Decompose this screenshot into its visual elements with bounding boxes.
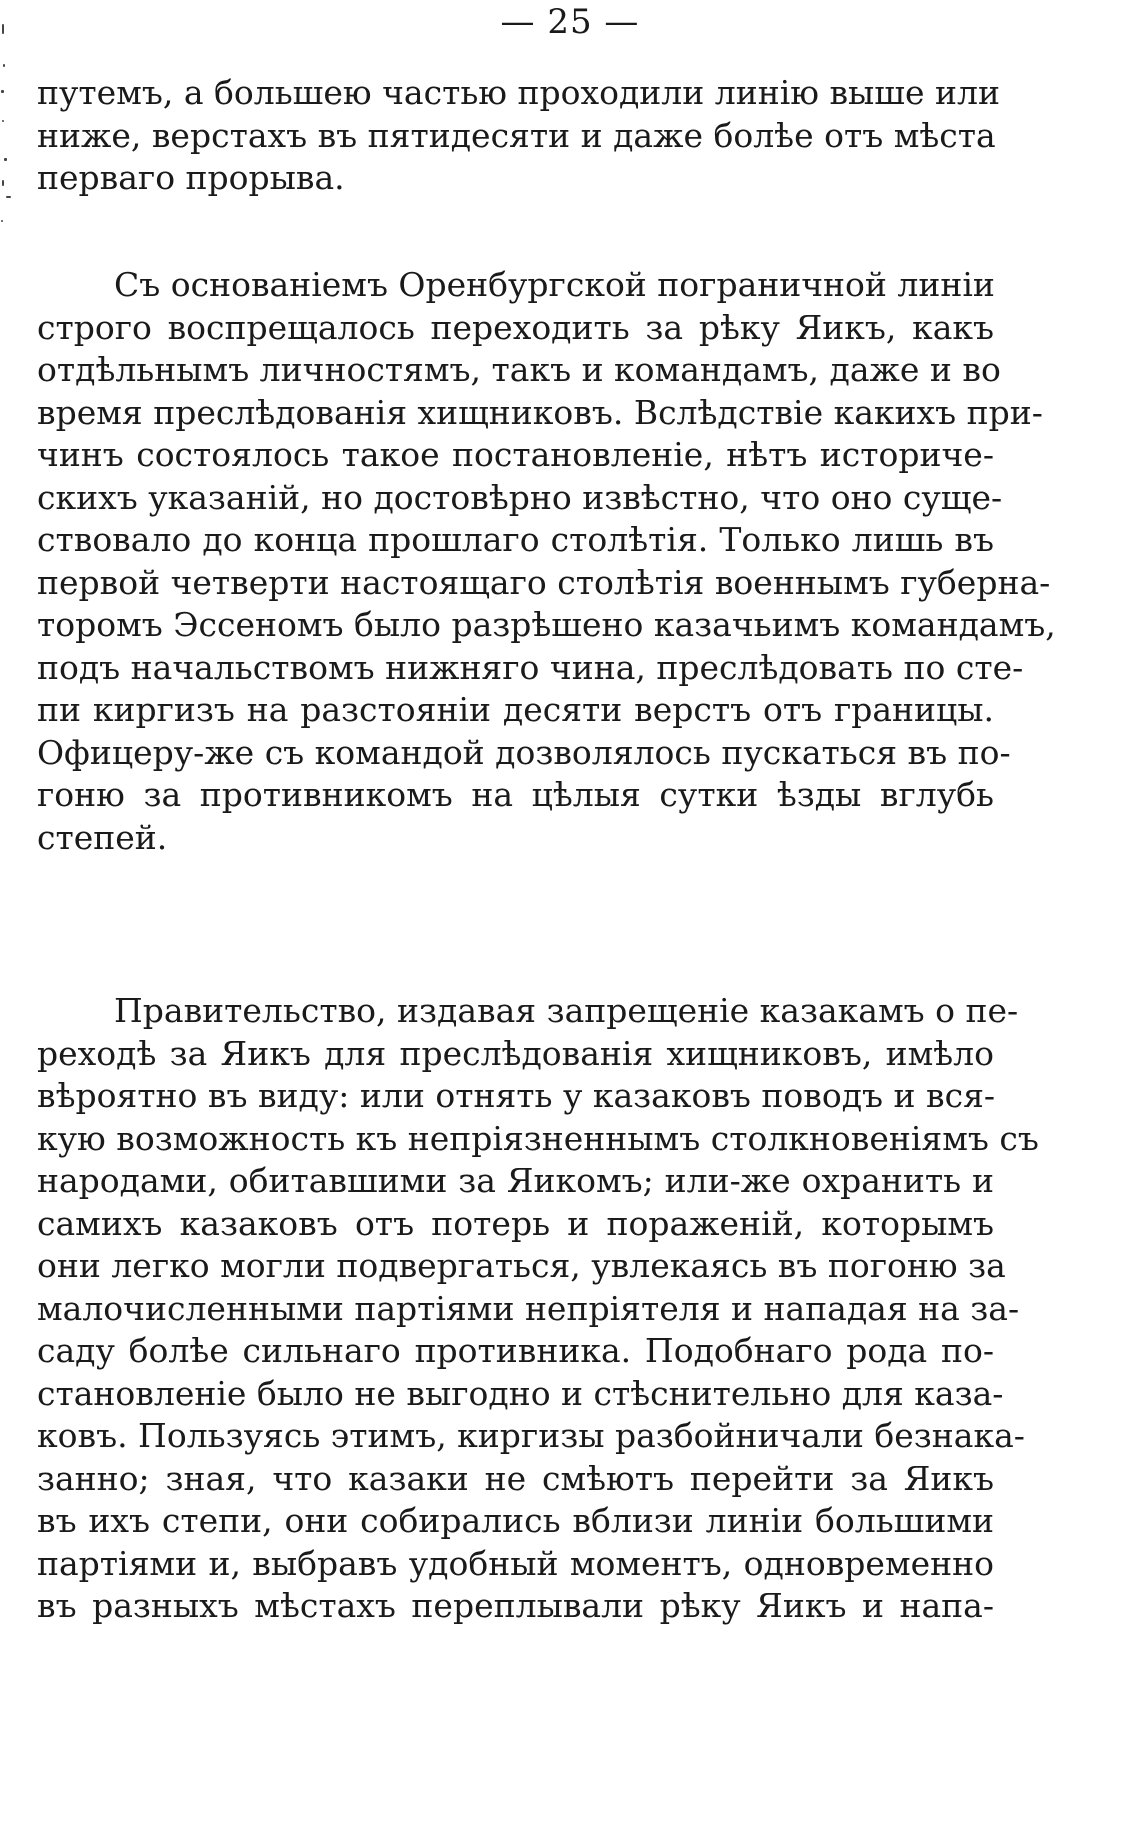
text-line: пи киргизъ на разстояніи десяти верстъ отъ границы. [37, 690, 994, 729]
text-line: въ ихъ степи, они собирались вблизи линіи большими [37, 1501, 994, 1540]
paragraph-1 [37, 72, 1000, 200]
text-line: строго воспрещалось переходить за рѣку Яикъ, какъ [37, 307, 994, 347]
text-line: ниже, верстахъ въ пятидесяти и даже болѣе отъ мѣста [37, 115, 996, 155]
text-line: торомъ Эссеномъ было разрѣшено казачьимъ командамъ, [37, 605, 1056, 644]
text-line: Съ основаніемъ Оренбургской пограничной линіи [114, 265, 995, 304]
text-line: чинъ состоялось такое постановленіе, нѣтъ историче- [37, 435, 994, 474]
paragraph-3 [37, 990, 1039, 1628]
text-line: самихъ казаковъ отъ потерь и пораженій, которымъ [37, 1203, 994, 1243]
text-line: малочисленными партіями непріятеля и нападая на за- [37, 1288, 1020, 1328]
text-line: перваго прорыва. [37, 158, 345, 197]
text-line: ствовало до конца прошлаго столѣтія. Только лишь въ [37, 520, 994, 559]
text-line: ковъ. Пользуясь этимъ, киргизы разбойничали безнака- [37, 1416, 1025, 1455]
text-line: кую возможность къ непріязненнымъ столкновеніямъ съ [37, 1118, 1039, 1158]
text-line: реходѣ за Яикъ для преслѣдованія хищниковъ, имѣло [37, 1033, 994, 1073]
text-line: Правительство, издавая запрещеніе казакамъ о пе- [114, 991, 1019, 1030]
text-line: Офицеру-же съ командой дозволялось пускаться въ по- [37, 732, 1011, 772]
text-line: путемъ, а большею частью проходили линію выше или [37, 73, 1000, 112]
text-line: первой четверти настоящаго столѣтія военнымъ губерна- [37, 562, 1051, 602]
text-line: партіями и, выбравъ удобный моментъ, одновременно [37, 1543, 994, 1583]
text-line: въ разныхъ мѣстахъ переплывали рѣку Яикъ и напа- [37, 1586, 994, 1625]
text-line: занно; зная, что казаки не смѣютъ перейти за Яикъ [37, 1458, 994, 1498]
text-line: гоню за противникомъ на цѣлыя сутки ѣзды вглубь [37, 775, 994, 814]
text-line: степей. [37, 817, 168, 857]
text-line: подъ начальствомъ нижняго чина, преслѣдовать по сте- [37, 647, 1024, 687]
text-line: они легко могли подвергаться, увлекаясь въ погоню за [37, 1246, 1006, 1285]
scan-margin-artifacts [0, 20, 12, 260]
text-line: саду болѣе сильнаго противника. Подобнаго рода по- [37, 1331, 994, 1370]
page-number: — 25 — [500, 2, 640, 42]
text-line: вѣроятно въ виду: или отнять у казаковъ поводъ и вся- [37, 1076, 996, 1115]
text-line: скихъ указаній, но достовѣрно извѣстно, что оно суще- [37, 477, 1003, 517]
text-line: время преслѣдованія хищниковъ. Вслѣдствіе какихъ при- [37, 392, 1043, 432]
text-line: становленіе было не выгодно и стѣснительно для каза- [37, 1373, 1004, 1413]
paragraph-2 [37, 264, 1056, 859]
text-line: народами, обитавшими за Яикомъ; или-же охранить и [37, 1161, 994, 1200]
text-line: отдѣльнымъ личностямъ, такъ и командамъ, даже и во [37, 350, 1001, 389]
